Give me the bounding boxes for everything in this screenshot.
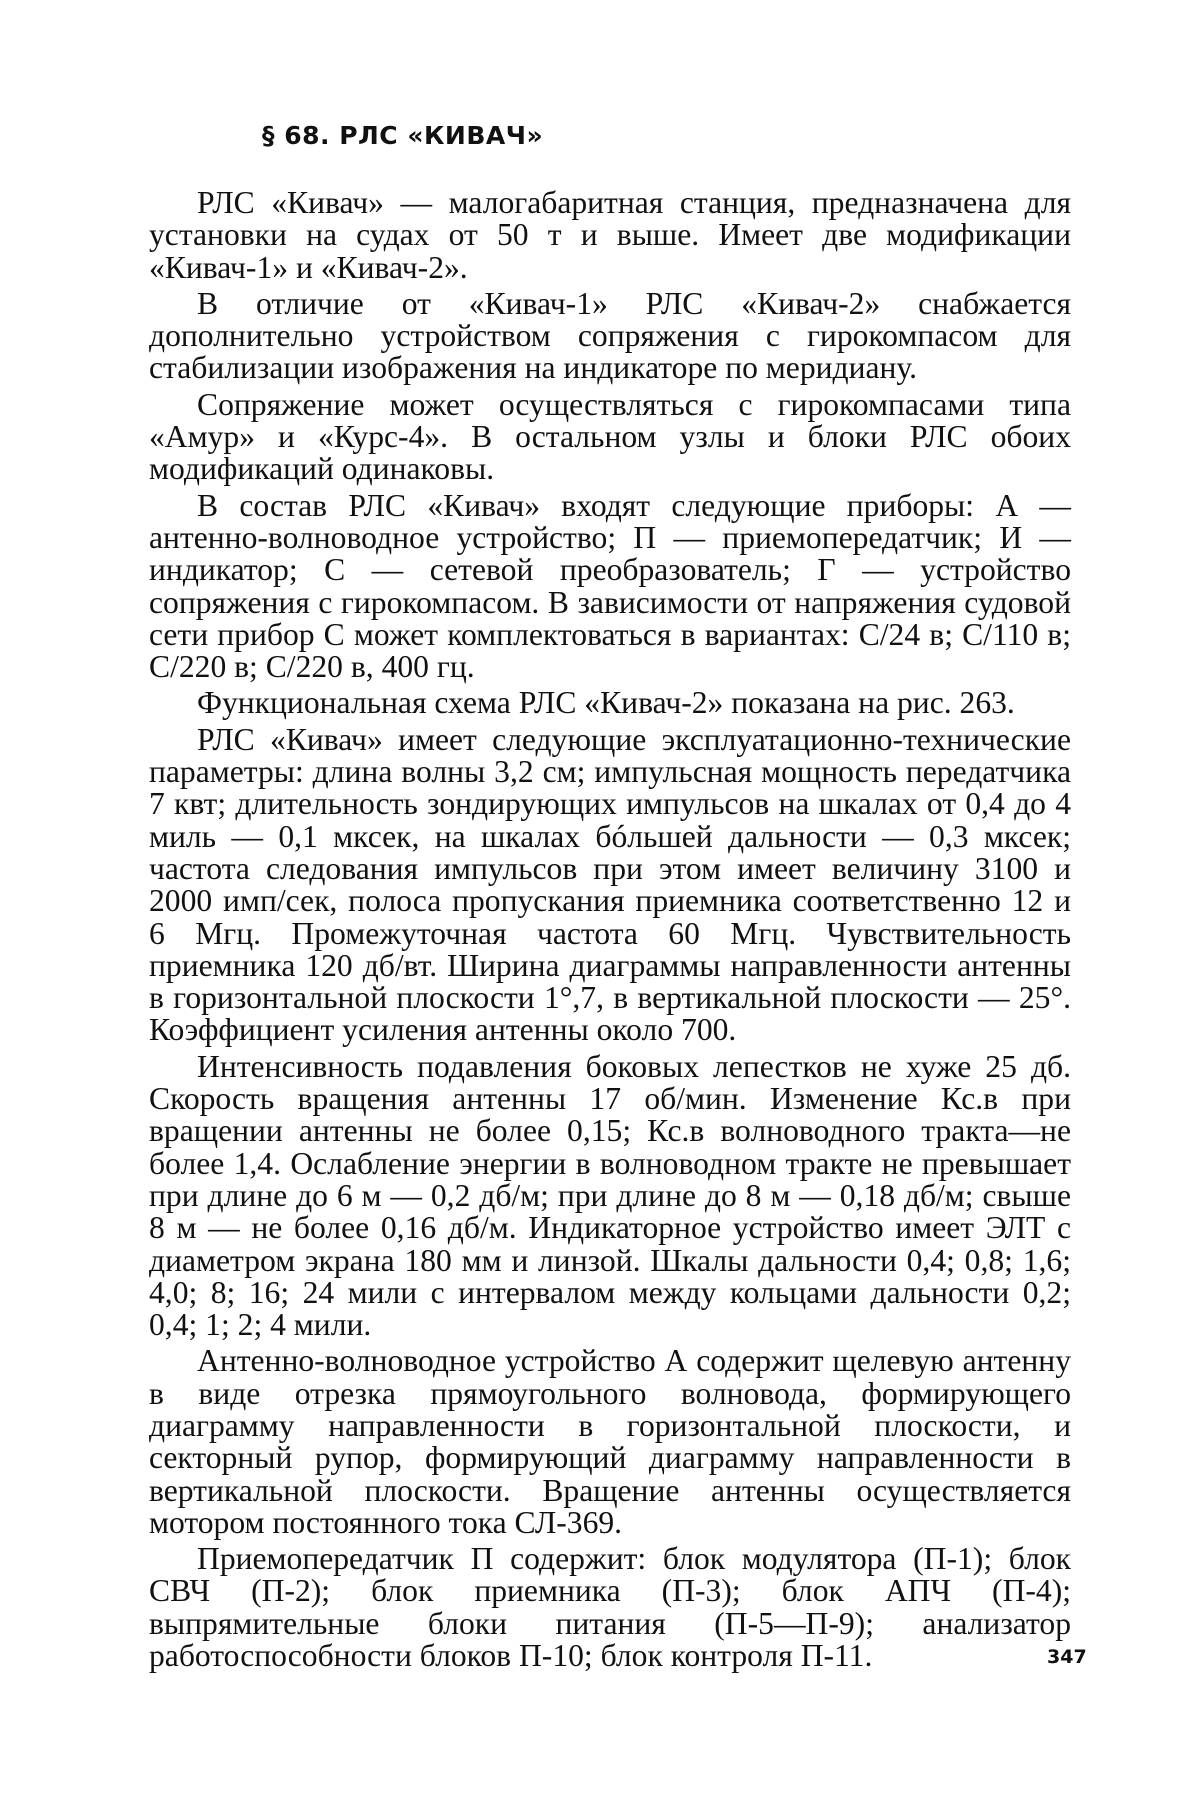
paragraph: Сопряжение может осуществляться с гирокомпасами типа «Амур» и «Курс-4». В остальном узлы и блоки РЛС обоих модификаций одинаковы. [149, 386, 1071, 487]
page-number: 347 [1047, 1646, 1087, 1668]
paragraph: В отличие от «Кивач-1» РЛС «Кивач-2» снабжается дополнительно устройством сопряжения с гирокомпасом для стабилизации изображения на индикаторе по меридиану. [149, 285, 1071, 386]
paragraph: РЛС «Кивач» имеет следующие эксплуатационно-технические параметры: длина волны 3,2 см; импульсная мощность передатчика 7 квт; длительность зондирующих импульсов на шкалах от 0,4 до 4 миль — 0,1 мксек, на шкалах бóльшей дальности — 0,3 мксек; частота следования импульсов при этом имеет величину 3100 и 2000 имп/сек, полоса пропускания приемника соответственно 12 и 6 Мгц. Промежуточная частота 60 Мгц. Чувствительность приемника 120 дб/вт. Ширина диаграммы направленности антенны в горизонтальной плоскости 1°,7, в вертикальной плоскости — 25°. Коэффициент усиления антенны около 700. [149, 721, 1071, 1048]
paragraph: Приемопередатчик П содержит: блок модулятора (П-1); блок СВЧ (П-2); блок приемника (П-3); блок АПЧ (П-4); выпрямительные блоки питания (П-5—П-9); анализатор работоспособности блоков П-10; блок контроля П-11. [149, 1541, 1071, 1674]
paragraph: В состав РЛС «Кивач» входят следующие приборы: А — антенно-волноводное устройство; П — приемопередатчик; И — индикатор; С — сетевой преобразователь; Г — устройство сопряжения с гирокомпасом. В зависимости от напряжения судовой сети прибор С может комплектоваться в вариантах: С/24 в; С/110 в; С/220 в; С/220 в, 400 гц. [149, 487, 1071, 685]
paragraph: Антенно-волноводное устройство А содержит щелевую антенну в виде отрезка прямоугольного волновода, формирующего диаграмму направленности в горизонтальной плоскости, и секторный рупор, формирующий диаграмму направленности в вертикальной плоскости. Вращение антенны осуществляется мотором постоянного тока СЛ-369. [149, 1343, 1071, 1540]
paragraph: Интенсивность подавления боковых лепестков не хуже 25 дб. Скорость вращения антенны 17 об/мин. Изменение Кс.в при вращении антенны не более 0,15; Кс.в волноводного тракта—не более 1,4. Ослабление энергии в волноводном тракте не превышает при длине до 6 м — 0,2 дб/м; при длине до 8 м — 0,18 дб/м; свыше 8 м — не более 0,16 дб/м. Индикаторное устройство имеет ЭЛТ с диаметром экрана 180 мм и линзой. Шкалы дальности 0,4; 0,8; 1,6; 4,0; 8; 16; 24 мили с интервалом между кольцами дальности 0,2; 0,4; 1; 2; 4 мили. [149, 1048, 1071, 1343]
section-heading: § 68. РЛС «КИВАЧ» [262, 121, 544, 150]
body-text [149, 187, 1071, 1672]
paragraph: РЛС «Кивач» — малогабаритная станция, предназначена для установки на судах от 50 т и выше. Имеет две модификации «Кивач-1» и «Кивач-2». [149, 185, 1071, 285]
paragraph: Функциональная схема РЛС «Кивач-2» показана на рис. 263. [197, 685, 1015, 721]
